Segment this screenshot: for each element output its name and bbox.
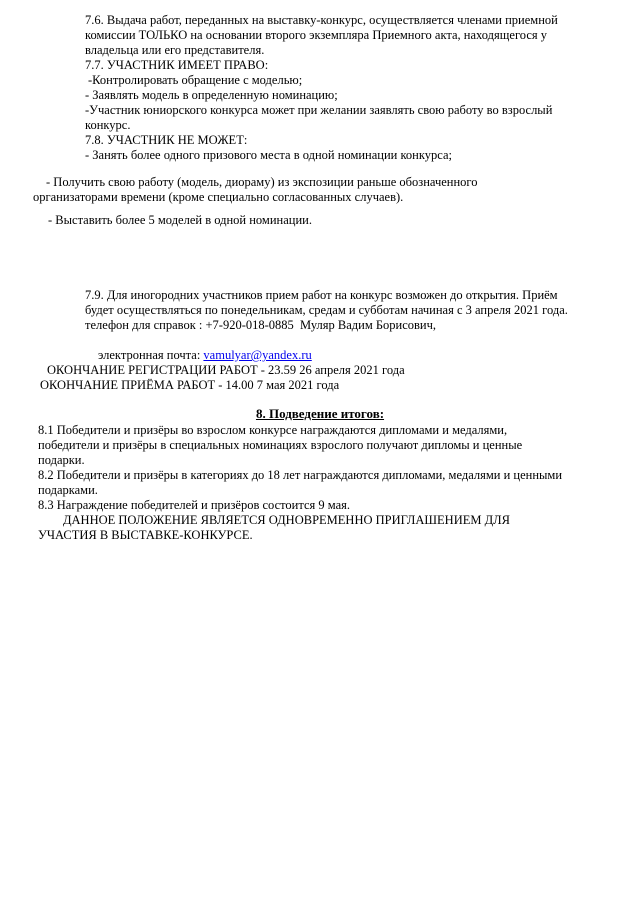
clause-7-7-heading: 7.7. УЧАСТНИК ИМЕЕТ ПРАВО: [85,58,269,72]
clause-7-7-item-1: -Контролировать обращение с моделью; [88,73,303,87]
clause-7-7-item-3-line-2: конкурс. [85,118,131,132]
clause-7-7-item-3-line-1: -Участник юниорского конкурса может при желании заявлять свою работу во взрослый [85,103,553,117]
closing-statement-line-2: УЧАСТИЯ В ВЫСТАВКЕ-КОНКУРСЕ. [38,528,253,542]
clause-8-2-line-1: 8.2 Победители и призёры в категориях до 18 лет награждаются дипломами, медалями и ценными [38,468,563,482]
clause-7-6-line-1: 7.6. Выдача работ, переданных на выставку-конкурс, осуществляется членами приемной [85,13,558,27]
clause-8-1-line-3: подарки. [38,453,85,467]
registration-deadline: ОКОНЧАНИЕ РЕГИСТРАЦИИ РАБОТ - 23.59 26 апреля 2021 года [47,363,405,377]
clause-8-3: 8.3 Награждение победителей и призёров состоится 9 мая. [38,498,351,512]
clause-7-6-line-2: комиссии ТОЛЬКО на основании второго экземпляра Приемного акта, находящегося у [85,28,548,42]
clause-7-9-line-1: 7.9. Для иногородних участников прием работ на конкурс возможен до открытия. Приём [85,288,558,302]
clause-7-8-item-2-line-1: - Получить свою работу (модель, диораму) из экспозиции раньше обозначенного [46,175,478,189]
clause-7-8-heading: 7.8. УЧАСТНИК НЕ МОЖЕТ: [85,133,248,147]
clause-8-1-line-1: 8.1 Победители и призёры во взрослом конкурсе награждаются дипломами и медалями, [38,423,508,437]
reception-deadline: ОКОНЧАНИЕ ПРИЁМА РАБОТ - 14.00 7 мая 2021 года [40,378,340,392]
clause-7-8-item-1: - Занять более одного призового места в одной номинации конкурса; [85,148,452,162]
clause-7-9-line-2: будет осуществляться по понедельникам, средам и субботам начиная с 3 апреля 2021 года. [85,303,568,317]
closing-statement-line-1: ДАННОЕ ПОЛОЖЕНИЕ ЯВЛЯЕТСЯ ОДНОВРЕМЕННО ПРИГЛАШЕНИЕМ ДЛЯ [63,513,510,527]
email-line [98,348,640,363]
email-label: электронная почта: [98,348,204,362]
clause-7-6-line-3: владельца или его представителя. [85,43,265,57]
clause-8-1-line-2: победители и призёры в специальных номинациях взрослого получают дипломы и ценные [38,438,523,452]
clause-7-8-item-2-line-2: организаторами времени (кроме специально согласованных случаев). [33,190,404,204]
clause-7-9-line-3: телефон для справок : +7-920-018-0885 Муляр Вадим Борисович, [85,318,437,332]
clause-7-7-item-2: - Заявлять модель в определенную номинацию; [85,88,338,102]
clause-8-2-line-2: подарками. [38,483,98,497]
section-8-heading: 8. Подведение итогов: [255,406,385,421]
clause-7-8-item-3: - Выставить более 5 моделей в одной номинации. [48,213,312,227]
email-link[interactable]: vamulyar@yandex.ru [203,348,312,362]
